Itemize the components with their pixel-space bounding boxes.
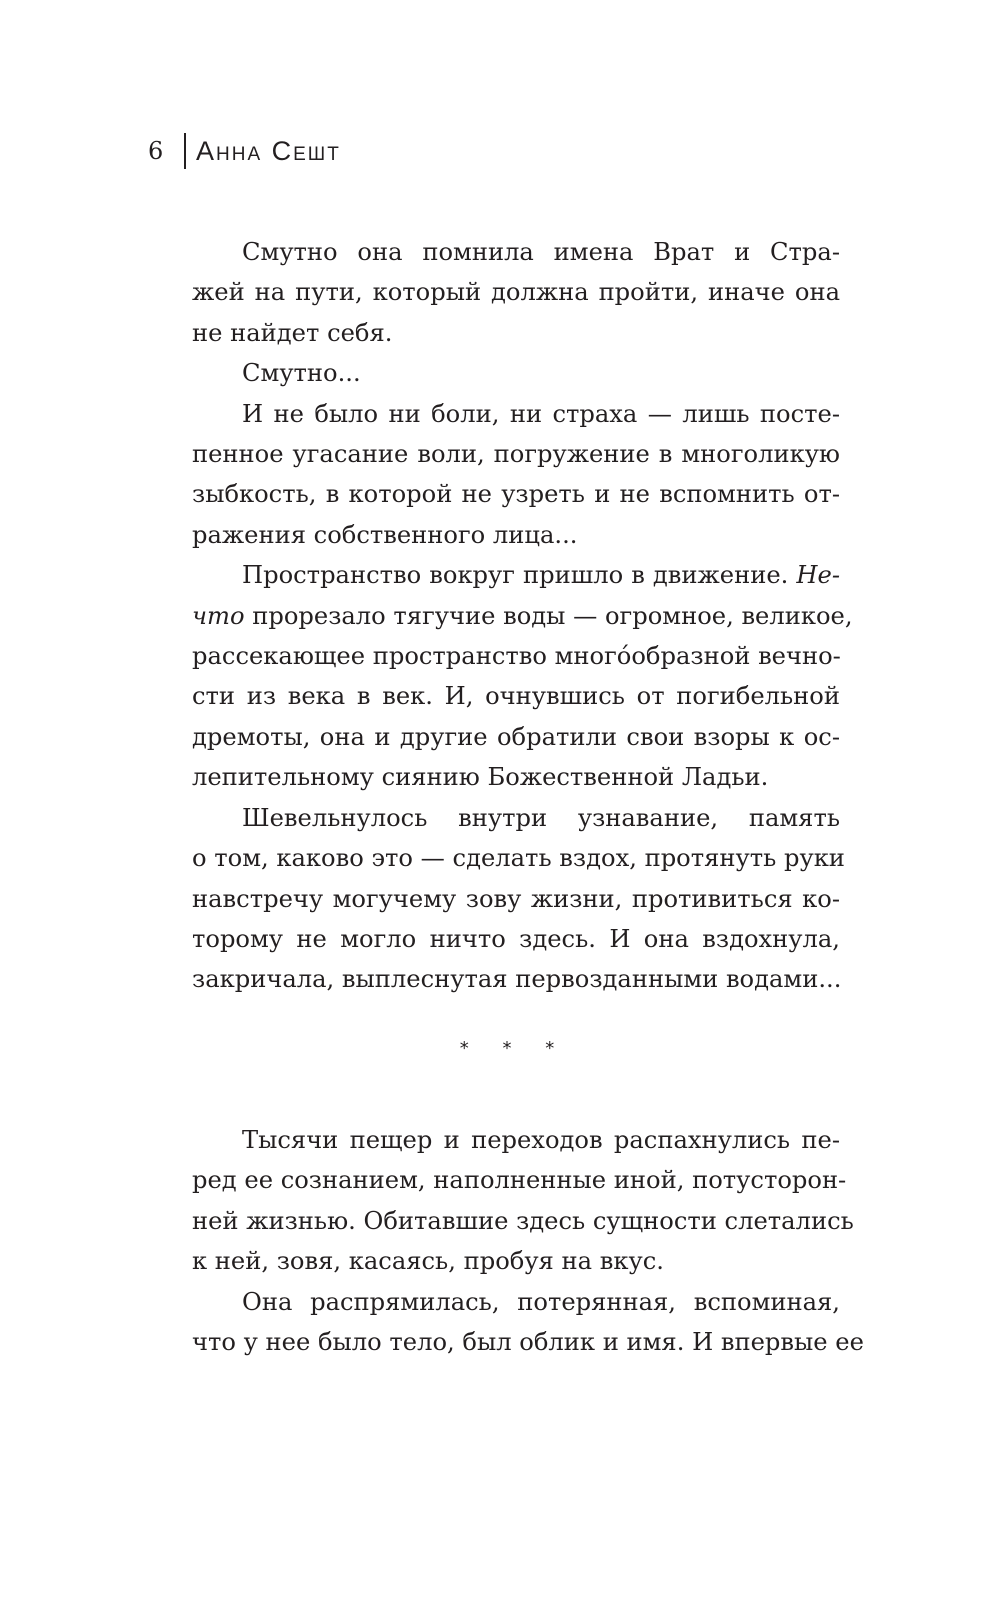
paragraph — [192, 1120, 854, 1282]
text-line: торому не могло ничто здесь. И она вздохнула, — [192, 924, 840, 953]
paragraph — [192, 353, 840, 393]
text-section-2 — [192, 1120, 864, 1362]
paragraph — [192, 798, 845, 1000]
text-line: Пространство вокруг пришло в движение. Не- — [242, 561, 840, 590]
text-line: Смутно она помнила имена Врат и Стра- — [242, 238, 840, 266]
paragraph — [192, 1282, 864, 1363]
page-number: 6 — [148, 137, 164, 165]
paragraph — [192, 232, 840, 353]
author-name: Анна Сешт — [196, 135, 341, 166]
text-line: ред ее сознанием, наполненные иной, потусторон- — [192, 1166, 847, 1195]
text-line: дремоты, она и другие обратили свои взоры к ос- — [192, 722, 840, 751]
text-line: Шевельнулось внутри узнавание, память — [242, 803, 840, 832]
text-line: зыбкость, в которой не узреть и не вспомнить от- — [192, 480, 840, 509]
text-line: ражения собственного лица... — [192, 520, 578, 549]
text-line: Она распрямилась, потерянная, вспоминая, — [242, 1287, 840, 1316]
text-line: ней жизнью. Обитавшие здесь сущности слетались — [192, 1206, 854, 1235]
text-line: что у нее было тело, был облик и имя. И впервые ее — [192, 1328, 864, 1357]
italic-text: что — [192, 601, 245, 630]
text-line: навстречу могучему зову жизни, противиться ко- — [192, 884, 840, 913]
text-line: рассекающее пространство многóобразной вечно- — [192, 642, 841, 671]
text-line: пенное угасание воли, погружение в многоликую — [192, 440, 840, 469]
text-line: что прорезало тягучие воды — огромное, великое, — [192, 601, 853, 630]
text-line: закричала, выплеснутая первозданными водами... — [192, 965, 842, 994]
text-line: лепительному сиянию Божественной Ладьи. — [192, 763, 769, 792]
text-line: не найдет себя. — [192, 318, 393, 347]
text-line: жей на пути, который должна пройти, иначе она — [192, 278, 840, 307]
text-line: о том, каково это — сделать вздох, протянуть руки — [192, 844, 845, 873]
text-line: к ней, зовя, касаясь, пробуя на вкус. — [192, 1247, 664, 1276]
section-separator: * * * — [459, 1038, 569, 1059]
text-section-1 — [192, 232, 853, 1000]
paragraph — [192, 394, 840, 556]
text-line: И не было ни боли, ни страха — лишь посте- — [242, 399, 840, 428]
running-head — [148, 131, 341, 171]
italic-text: Не- — [796, 561, 840, 590]
header-divider — [184, 133, 186, 169]
text-line: сти из века в век. И, очнувшись от погибельной — [192, 682, 840, 711]
text-line: Смутно... — [242, 359, 361, 388]
text-line: Тысячи пещер и переходов распахнулись пе- — [242, 1126, 840, 1154]
paragraph — [192, 555, 853, 797]
